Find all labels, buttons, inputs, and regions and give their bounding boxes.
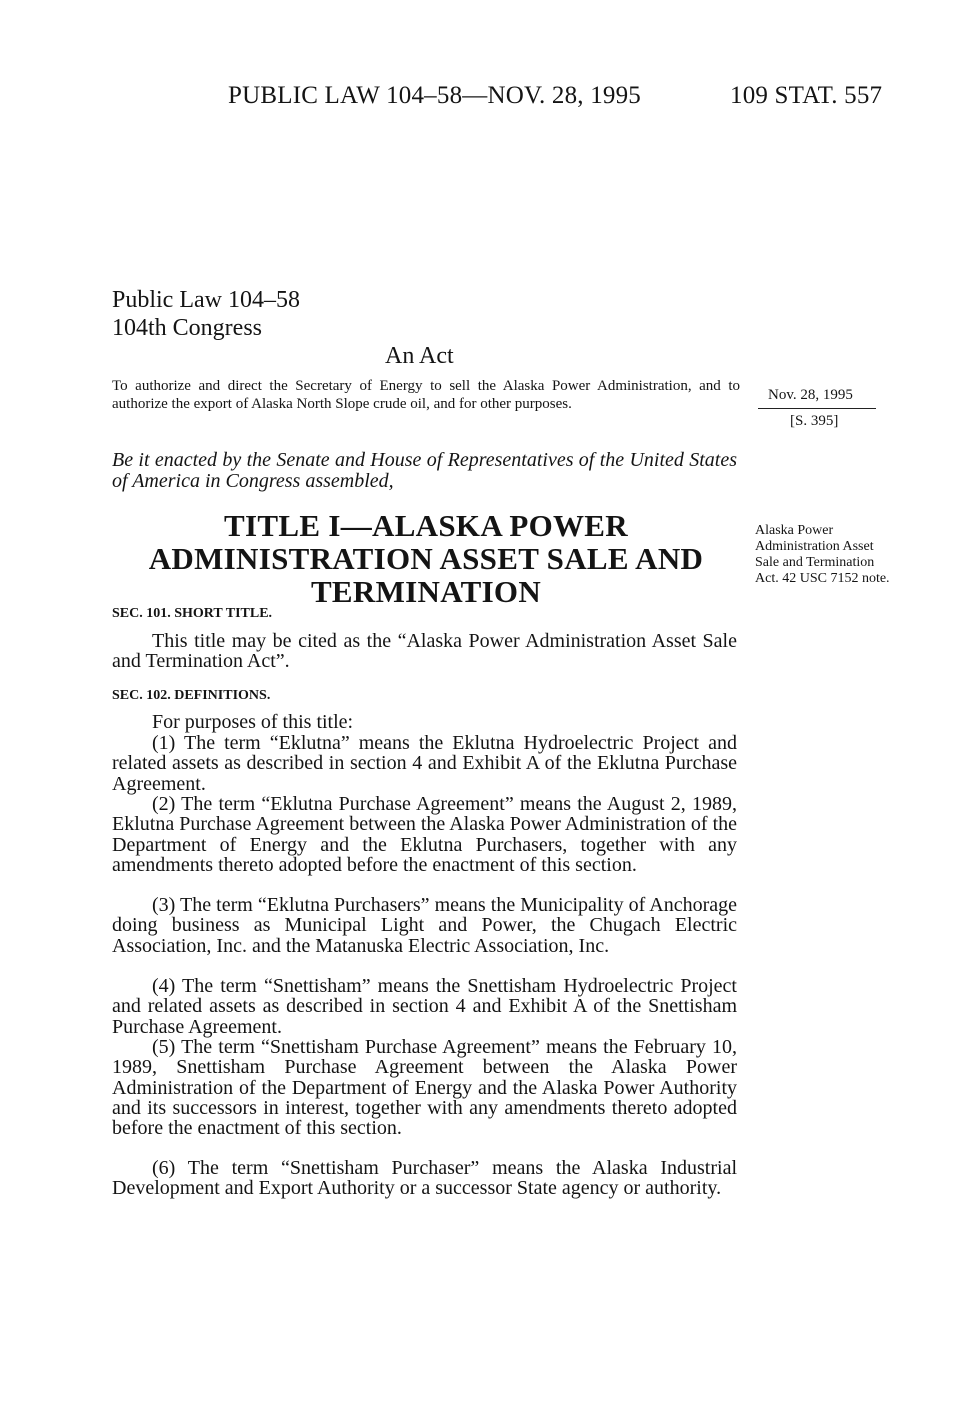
margin-bill-number: [S. 395] (790, 413, 839, 429)
margin-divider (758, 408, 876, 409)
public-law-number: Public Law 104–58 (112, 287, 300, 313)
running-head-left: PUBLIC LAW 104–58—NOV. 28, 1995 (228, 82, 642, 109)
running-head-page-number: 109 STAT. 557 (730, 82, 883, 109)
act-heading: An Act (385, 343, 454, 369)
section-101-text: This title may be cited as the “Alaska Power Administration Asset Sale and Termination Act”. (112, 630, 737, 673)
margin-date: Nov. 28, 1995 (768, 387, 853, 403)
margin-sidenote: Alaska Power Administration Asset Sale and Termination Act. 42 USC 7152 note. (755, 523, 890, 586)
definition-1: (1) The term “Eklutna” means the Eklutna Hydroelectric Project and related assets as described in section 4 and Exhibit A of the Eklutna Purchase Agreement. (112, 732, 737, 795)
congress-number: 104th Congress (112, 315, 262, 341)
definition-5: (5) The term “Snettisham Purchase Agreement” means the February 10, 1989, Snettisham Purchase Agreement between the Alaska Power Administration of the Department of Energy and the Alaska Power Authority and its successors in interest, together with any amendments thereto adopted before the enactment of this section. (112, 1036, 737, 1140)
title-heading: TITLE I—ALASKA POWER ADMINISTRATION ASSET SALE AND TERMINATION (148, 508, 704, 609)
definition-6: (6) The term “Snettisham Purchaser” means the Alaska Industrial Development and Export Authority or a successor State agency or authority. (112, 1157, 737, 1200)
definition-3: (3) The term “Eklutna Purchasers” means the Municipality of Anchorage doing business as Municipal Light and Power, the Chugach Electric Association, Inc. and the Matanuska Electric Association, Inc. (112, 894, 737, 957)
long-title: To authorize and direct the Secretary of Energy to sell the Alaska Power Administration, and to authorize the export of Alaska North Slope crude oil, and for other purposes. (112, 378, 740, 412)
definitions-intro: For purposes of this title: (152, 711, 354, 733)
definition-2: (2) The term “Eklutna Purchase Agreement” means the August 2, 1989, Eklutna Purchase Agreement between the Alaska Power Administration of the Department of Energy and the Eklutna Purchasers, together with any amendments thereto adopted before the enactment of this section. (112, 793, 737, 876)
definition-4: (4) The term “Snettisham” means the Snettisham Hydroelectric Project and related assets as described in section 4 and Exhibit A of the Snettisham Purchase Agreement. (112, 975, 737, 1038)
section-101-heading: SEC. 101. SHORT TITLE. (112, 606, 273, 621)
enacting-clause: Be it enacted by the Senate and House of Representatives of the United States of America in Congress assembled, (112, 449, 737, 492)
section-102-heading: SEC. 102. DEFINITIONS. (112, 688, 271, 703)
